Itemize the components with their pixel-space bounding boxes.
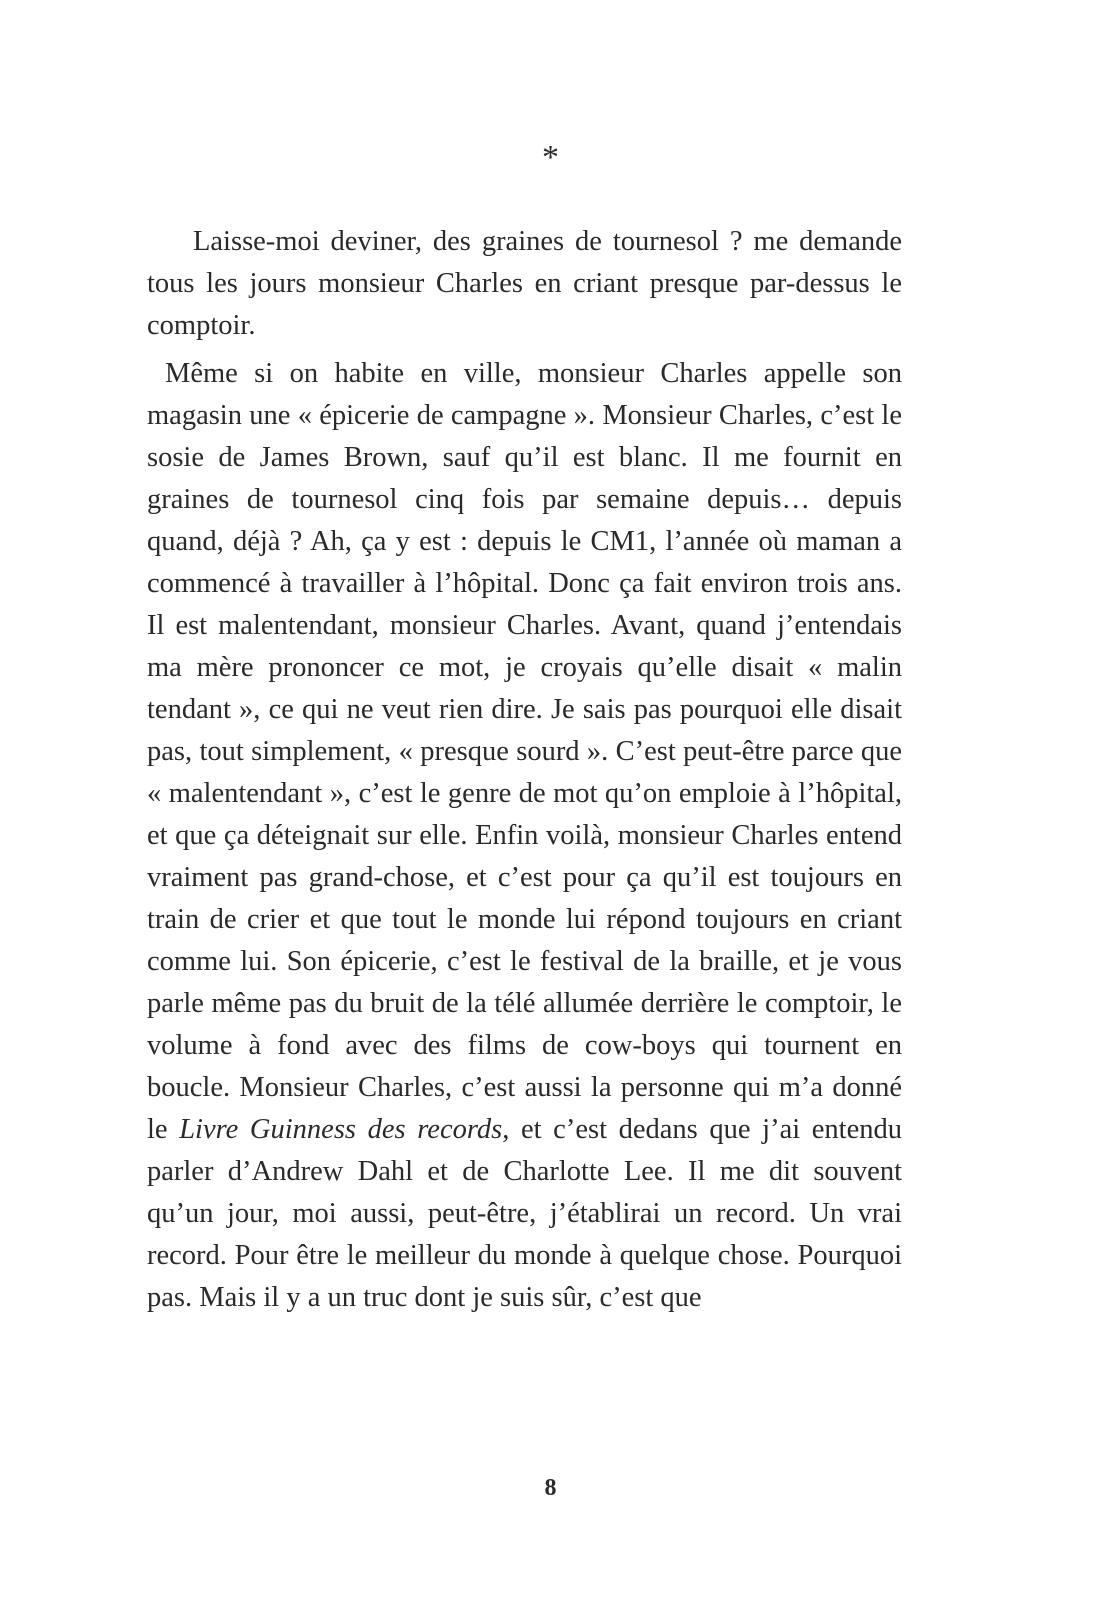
section-separator: *: [542, 139, 559, 176]
page-number: 8: [544, 1475, 557, 1501]
body-text: [147, 221, 902, 1319]
paragraph-2-text-start: Même si on habite en ville, monsieur Charles appelle son magasin une « épicerie de campagne ». Monsieur Charles, c’est le sosie de James Brown, sauf qu’il est blanc. Il me fournit en graines de tournesol cinq fois par semaine depuis… depuis quand, déjà ? Ah, ça y est : depuis le CM1, l’année où maman a commencé à travailler à l’hôpital. Donc ça fait environ trois ans. Il est malentendant, monsieur Charles. Avant, quand j’entendais ma mère prononcer ce mot, je croyais qu’elle disait « malin tendant », ce qui ne veut rien dire. Je sais pas pourquoi elle disait pas, tout simplement, « presque sourd ». C’est peut-être parce que « malentendant », c’est le genre de mot qu’on emploie à l’hôpital, et que ça déteignait sur elle. Enfin voilà, monsieur Charles entend vraiment pas grand-chose, et c’est pour ça qu’il est toujours en train de crier et que tout le monde lui répond toujours en criant comme lui. Son épicerie, c’est le festival de la braille, et je vous parle même pas du bruit de la télé allumée derrière le comptoir, le volume à fond avec des films de cow-boys qui tournent en boucle. Monsieur Charles, c’est aussi la personne qui m’a donné le: [147, 358, 902, 1145]
book-title-italic: Livre Guinness des records: [179, 1114, 503, 1145]
paragraph-2: [147, 353, 902, 1319]
paragraph-1: [147, 221, 902, 347]
paragraph-1-text: Laisse-moi deviner, des graines de tournesol ? me demande tous les jours monsieur Charles en criant presque par-dessus le comptoir.: [147, 226, 902, 341]
paragraph-2-text-end: , et c’est dedans que j’ai entendu parler d’Andrew Dahl et de Charlotte Lee. Il me dit souvent qu’un jour, moi aussi, peut-être, j’établirai un record. Un vrai record. Pour être le meilleur du monde à quelque chose. Pourquoi pas. Mais il y a un truc dont je suis sûr, c’est que: [147, 1114, 902, 1313]
